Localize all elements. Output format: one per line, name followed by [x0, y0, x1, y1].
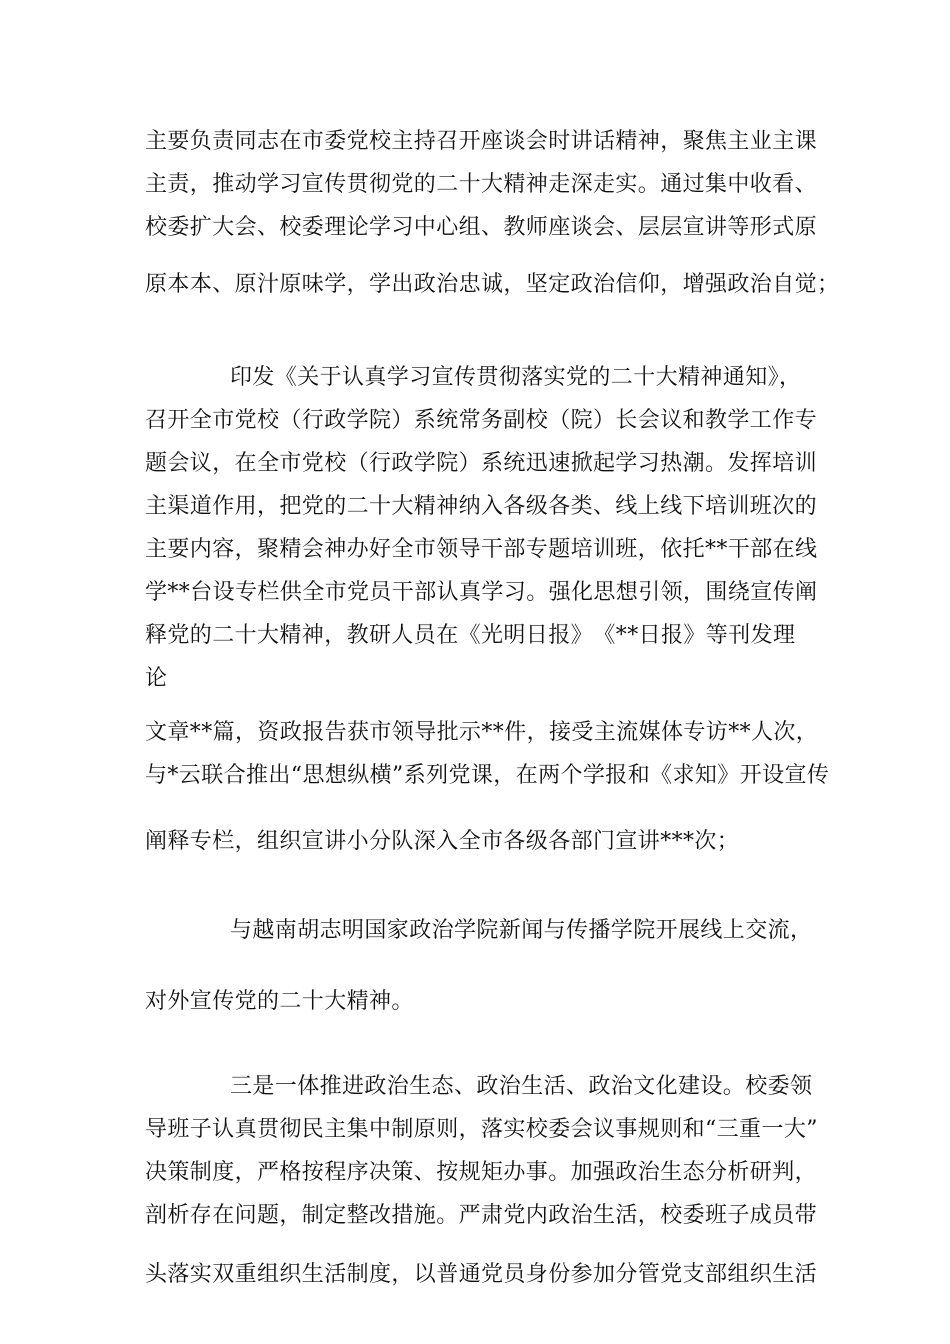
text-line: 主责，推动学习宣传贯彻党的二十大精神走深走实。通过集中收看、 — [145, 172, 818, 197]
text-line: 文章**篇，资政报告获市领导批示**件，接受主流媒体专访**人次， — [145, 720, 819, 745]
text-line: 主渠道作用，把党的二十大精神纳入各级各类、线上线下培训班次的 — [145, 494, 818, 519]
text-line: 决策制度，严格按程序决策、按规矩办事。加强政治生态分析研判， — [145, 1160, 818, 1185]
text-line: 主要负责同志在市委党校主持召开座谈会时讲话精神，聚焦主业主课 — [145, 129, 818, 154]
text-line: 学**台设专栏供全市党员干部认真学习。强化思想引领，围绕宣传阐 — [145, 580, 818, 605]
paragraph-start-line: 与越南胡志明国家政治学院新闻与传播学院开展线上交流， — [230, 918, 813, 943]
paragraph-start-line: 三是一体推进政治生态、政治生活、政治文化建设。校委领 — [230, 1074, 813, 1099]
text-line: 主要内容，聚精会神办好全市领导干部专题培训班，依托**干部在线 — [145, 537, 818, 562]
text-line: 释党的二十大精神，教研人员在《光明日报》 《**日报》等刊发理 — [145, 623, 796, 648]
text-line: 头落实双重组织生活制度，以普通党员身份参加分管党支部组织生活 — [145, 1262, 818, 1287]
text-line: 对外宣传党的二十大精神。 — [145, 989, 414, 1014]
text-line: 召开全市党校（行政学院）系统常务副校（院）长会议和教学工作专 — [145, 408, 818, 433]
paragraph-start-line: 印发《关于认真学习宣传贯彻落实党的二十大精神通知》， — [230, 365, 802, 390]
text-line: 论 — [145, 666, 168, 691]
text-line: 原本本、原汁原味学，学出政治忠诚，坚定政治信仰，增强政治自觉； — [145, 272, 840, 297]
text-line: 剖析存在问题，制定整改措施。严肃党内政治生活，校委班子成员带 — [145, 1203, 818, 1228]
text-line: 阐释专栏，组织宣讲小分队深入全市各级各部门宣讲***次； — [145, 829, 740, 854]
text-line: 导班子认真贯彻民主集中制原则，落实校委会议事规则和“三重一大” — [145, 1117, 818, 1142]
text-line: 题会议，在全市党校（行政学院）系统迅速掀起学习热潮。发挥培训 — [145, 451, 818, 476]
text-line: 校委扩大会、校委理论学习中心组、教师座谈会、层层宣讲等形式原 — [145, 215, 818, 240]
text-line: 与*云联合推出“思想纵横”系列党课，在两个学报和《求知》开设宣传 — [145, 763, 830, 788]
